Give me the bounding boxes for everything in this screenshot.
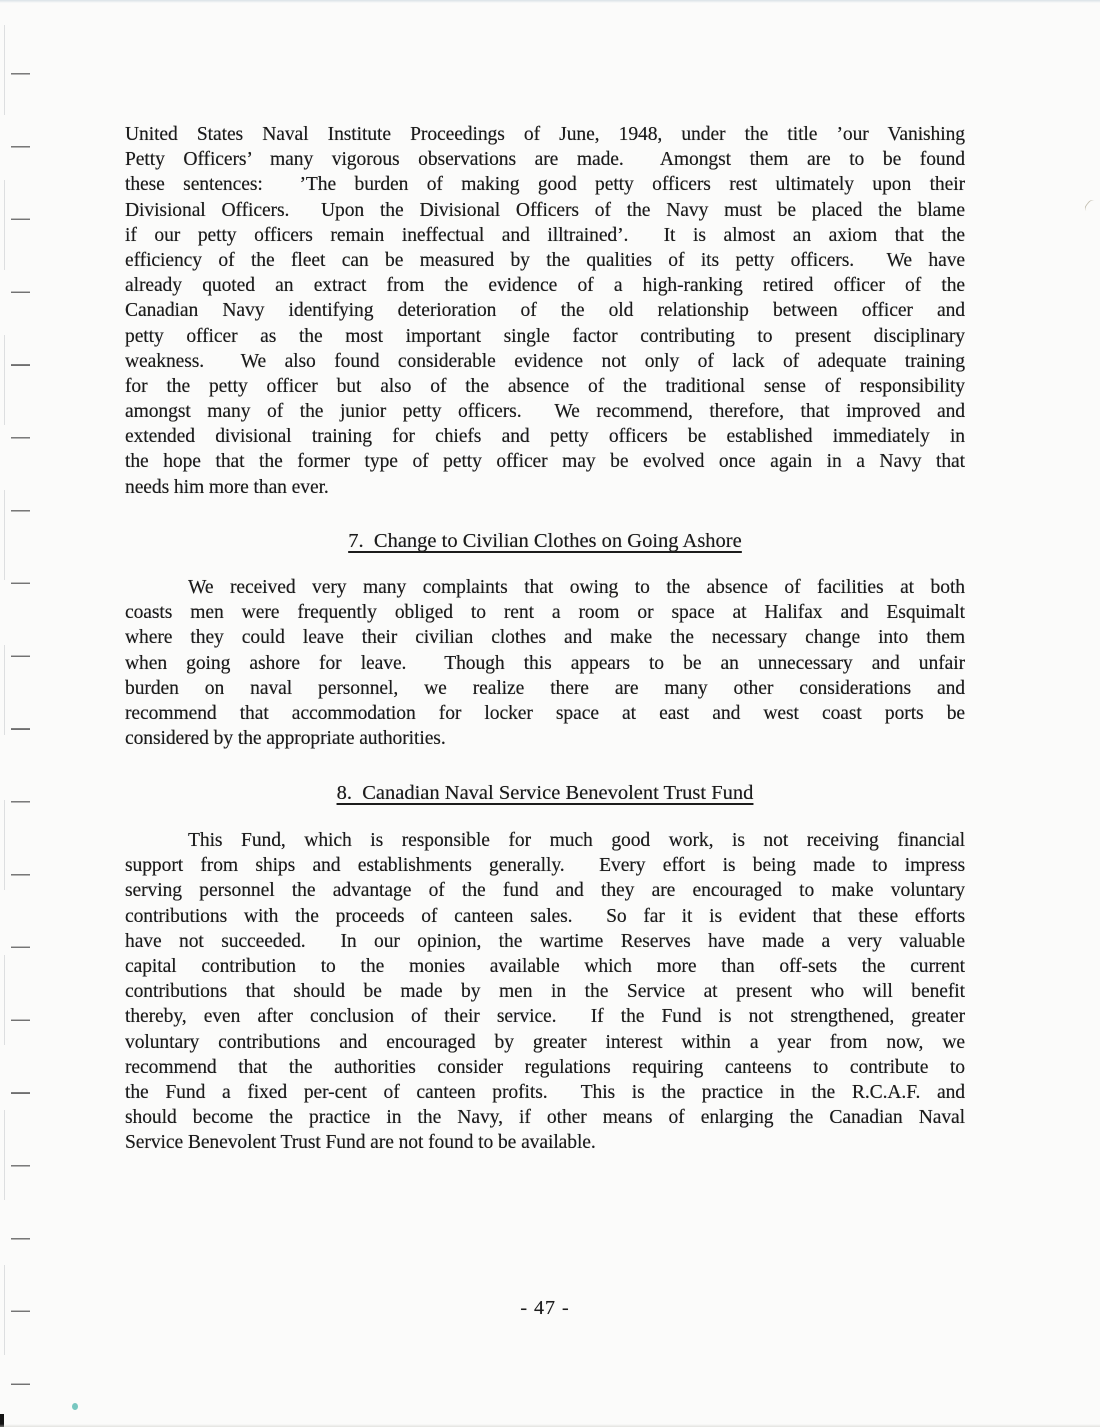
text-line: extended divisional training for chiefs and petty officers be established immediately in	[125, 426, 965, 448]
text-line: weakness. We also found considerable evidence not only of lack of adequate training	[125, 350, 965, 372]
text-line: considered by the appropriate authorities.	[125, 728, 446, 750]
text-line: recommend that accommodation for locker space at east and west coast ports be	[125, 702, 965, 724]
text-line: recommend that the authorities consider regulations requiring canteens to contribute to	[125, 1056, 965, 1078]
text-line: contributions that should be made by men in the Service at present who will benefit	[125, 981, 965, 1003]
text-line: have not succeeded. In our opinion, the wartime Reserves have made a very valuable	[125, 930, 965, 952]
text-line: already quoted an extract from the evidence of a high-ranking retired officer of the	[125, 275, 965, 297]
section-7-paragraph	[125, 575, 965, 751]
text-line: capital contribution to the monies available which more than off-sets the current	[125, 955, 965, 977]
scan-left-edge-line	[4, 25, 5, 1355]
text-line: Canadian Navy identifying deterioration of the old relationship between officer and	[125, 300, 965, 322]
page-number: - 47 -	[520, 1297, 570, 1319]
text-line: needs him more than ever.	[125, 476, 329, 498]
binding-marks	[11, 2, 30, 1392]
text-line: This Fund, which is responsible for much good work, is not receiving financial	[188, 830, 965, 851]
text-line: United States Naval Institute Proceedings of June, 1948, under the title ’our Vanishing	[125, 124, 965, 145]
text-line: these sentences: ’The burden of making good petty officers rest ultimately upon their	[125, 174, 965, 196]
text-line: support from ships and establishments generally. Every effort is being made to impress	[125, 855, 965, 877]
text-line: when going ashore for leave. Though this appears to be an unnecessary and unfair	[125, 652, 965, 674]
text-line: contributions with the proceeds of canteen sales. So far it is evident that these efforts	[125, 905, 965, 927]
text-line: serving personnel the advantage of the fund and they are encouraged to make voluntary	[125, 880, 965, 902]
text-line: amongst many of the junior petty officers. We recommend, therefore, that improved and	[125, 401, 965, 423]
text-line: efficiency of the fleet can be measured by the qualities of its petty officers. We have	[125, 249, 965, 271]
text-line: should become the practice in the Navy, if other means of enlarging the Canadian Naval	[125, 1107, 965, 1129]
section-7-heading	[125, 529, 965, 554]
text-line: Petty Officers’ many vigorous observations are made. Amongst them are to be found	[125, 149, 965, 171]
text-line: the hope that the former type of petty officer may be evolved once again in a Navy that	[125, 451, 965, 473]
section-7-heading-text: 7. Change to Civilian Clothes on Going Ashore	[348, 530, 742, 552]
scan-artifact-teal-dot	[72, 1403, 78, 1410]
text-line: if our petty officers remain ineffectual and illtrained’. It is almost an axiom that the	[125, 224, 965, 246]
text-line: petty officer as the most important single factor contributing to present disciplinary	[125, 325, 965, 347]
scan-top-edge	[0, 0, 1100, 3]
section-8-paragraph	[125, 828, 965, 1155]
text-line: We received very many complaints that owing to the absence of facilities at both	[188, 577, 965, 598]
scan-artifact-squiggle	[1083, 198, 1099, 214]
text-line: coasts men were frequently obliged to rent a room or space at Halifax and Esquimalt	[125, 602, 965, 624]
section-8-heading	[125, 781, 965, 806]
text-line: where they could leave their civilian clothes and make the necessary change into them	[125, 627, 965, 649]
paragraph-continuation	[125, 122, 965, 500]
text-line: voluntary contributions and encouraged by greater interest within a year from now, we	[125, 1031, 965, 1053]
text-line: the Fund a fixed per-cent of canteen profits. This is the practice in the R.C.A.F. and	[125, 1081, 965, 1103]
text-line: Divisional Officers. Upon the Divisional Officers of the Navy must be placed the blame	[125, 199, 965, 221]
text-line: burden on naval personnel, we realize there are many other considerations and	[125, 677, 965, 699]
section-8-heading-text: 8. Canadian Naval Service Benevolent Trust Fund	[336, 782, 754, 804]
text-line: Service Benevolent Trust Fund are not found to be available.	[125, 1132, 596, 1154]
text-line: for the petty officer but also of the absence of the traditional sense of responsibility	[125, 375, 965, 397]
text-line: thereby, even after conclusion of their service. If the Fund is not strengthened, greater	[125, 1006, 965, 1028]
